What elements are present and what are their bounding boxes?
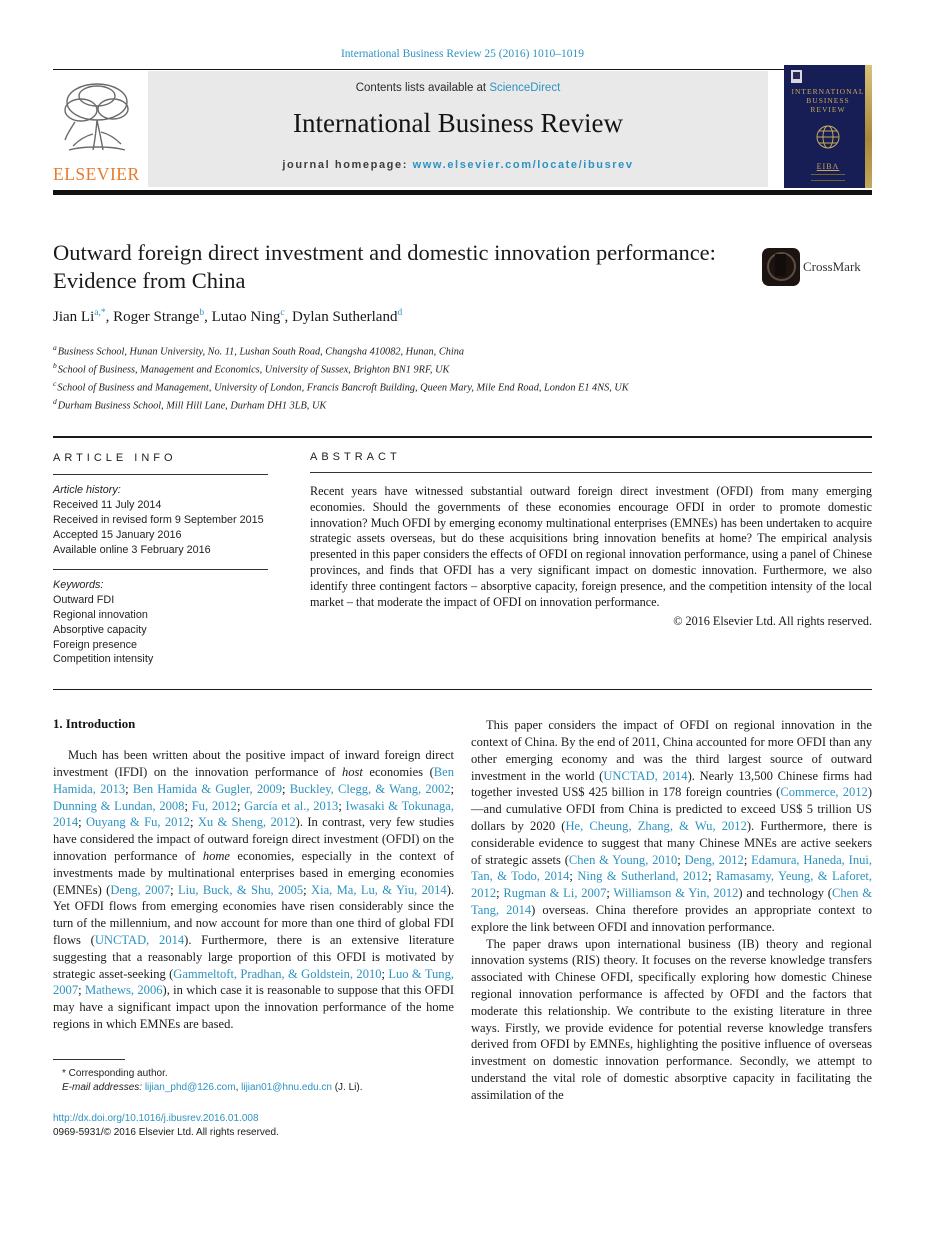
text-run: , Lutao Ning: [204, 309, 281, 325]
emphasis-text: E-mail addresses:: [62, 1081, 145, 1093]
cover-title-line: REVIEW: [810, 105, 846, 114]
affiliation-line: [53, 395, 872, 413]
journal-cover-thumbnail: [784, 65, 872, 188]
elsevier-logo: [53, 71, 148, 187]
text-run: ;: [450, 781, 454, 796]
affiliation-line: [53, 359, 872, 377]
article-info-column: [53, 451, 268, 668]
citation-link[interactable]: Ouyang & Fu, 2012: [85, 815, 190, 830]
citation-link[interactable]: Williamson & Yin, 2012: [613, 886, 739, 901]
keyword-item: Competition intensity: [53, 653, 154, 666]
affiliation-line: [53, 341, 872, 359]
citation-link[interactable]: Rugman & Li, 2007: [503, 886, 607, 901]
text-run: ;: [496, 886, 504, 901]
affiliation-sup: c: [53, 378, 57, 388]
crossmark-label: CrossMark: [803, 259, 861, 274]
body-columns: [53, 717, 872, 1141]
citation-link[interactable]: Commerce, 2012: [780, 785, 868, 800]
citation-link[interactable]: Iwasaki & Tokunaga, 2014: [53, 798, 455, 830]
homepage-line: [148, 159, 768, 171]
intro-paragraph: [53, 747, 454, 1033]
cover-gold-stripe: [865, 65, 872, 188]
emphasis-text: home: [202, 849, 230, 864]
contents-line: [148, 82, 768, 94]
citation-link[interactable]: Xu & Sheng, 2012: [197, 815, 296, 830]
affiliation-ref[interactable]: d: [397, 308, 403, 318]
citation-link[interactable]: He, Cheung, Zhang, & Wu, 2012: [565, 819, 747, 834]
info-abstract-section: [53, 436, 872, 691]
text-run: ;: [78, 815, 86, 830]
masthead-top-rule: [53, 69, 872, 70]
citation-link[interactable]: Mathews, 2006: [84, 983, 163, 998]
affiliation-text: School of Business, Management and Economics, University of Sussex, Brighton BN1 9RF, UK: [57, 364, 450, 376]
history-item: Accepted 15 January 2016: [53, 528, 182, 541]
text-run: ;: [78, 983, 85, 998]
history-item: Available online 3 February 2016: [53, 543, 211, 556]
title-row: [53, 239, 872, 295]
doi-block: [53, 1112, 454, 1141]
citation-link[interactable]: UNCTAD, 2014: [603, 768, 688, 783]
citation-link[interactable]: Chen & Young, 2010: [568, 852, 678, 867]
section-heading-introduction: 1. Introduction: [53, 717, 136, 732]
text-run: ) overseas. China therefore provides an appropriate context to explore the link between OFDI and innovation performance.: [471, 903, 872, 934]
history-item: Received in revised form 9 September 2015: [53, 514, 264, 527]
masthead-bottom-rule: [53, 190, 872, 195]
history-label: Article history:: [53, 484, 121, 497]
text-run: Much has been written about the positive impact of inward foreign direct investment (IFDI) on the innovation performance of: [53, 748, 454, 780]
cover-subline: [811, 174, 845, 181]
affiliation-sup: b: [53, 360, 57, 370]
text-run: , Dylan Sutherland: [284, 309, 398, 325]
affiliation-text: Business School, Hunan University, No. 11, Lushan South Road, Changsha 410082, Hunan, China: [57, 346, 465, 358]
text-run: ;: [184, 798, 192, 813]
text-run: ;: [381, 966, 389, 981]
citation-link[interactable]: Ramasamy, Yeung, & Laforet, 2012: [471, 869, 873, 901]
keyword-item: Absorptive capacity: [53, 623, 147, 636]
text-run: ;: [606, 886, 614, 901]
elsevier-tree-icon: [53, 76, 141, 164]
citation-link[interactable]: Buckley, Clegg, & Wang, 2002: [289, 781, 451, 796]
page-title: Outward foreign direct investment and domestic innovation performance: Evidence from China: [53, 240, 716, 293]
affiliation-text: Durham Business School, Mill Hill Lane, Durham DH1 3LB, UK: [57, 400, 327, 412]
email-addresses-line: [53, 1081, 454, 1095]
sciencedirect-link[interactable]: ScienceDirect: [489, 82, 561, 94]
citation-link[interactable]: García et al., 2013: [244, 798, 339, 813]
citation-link[interactable]: Dunning & Lundan, 2008: [53, 798, 185, 813]
text-run: ;: [190, 815, 198, 830]
text-run: ). Furthermore, there is an extensive literature suggesting that a reasonably large proportion of this OFDI is motivated by strategic asset-seeking (: [53, 933, 455, 981]
text-run: ;: [708, 869, 716, 884]
cover-title-line: INTERNATIONAL: [791, 87, 865, 96]
left-column: [53, 717, 454, 1141]
masthead-center: [148, 71, 768, 187]
keyword-item: Foreign presence: [53, 638, 138, 651]
text-run: economies, especially in the context of investments made by multinational enterprises based in emerging economies (EMNEs) (: [53, 849, 455, 897]
contents-prefix: Contents lists available at: [355, 82, 490, 94]
email-link[interactable]: lijian01@hnu.edu.cn: [241, 1081, 332, 1093]
keywords-label: Keywords:: [53, 579, 104, 592]
cover-title: [784, 87, 872, 114]
text-run: economies (: [362, 765, 434, 780]
citation-link[interactable]: Luo & Tung, 2007: [53, 966, 454, 998]
cover-mini-logo-icon: [791, 70, 802, 83]
crossmark-badge[interactable]: [762, 245, 872, 289]
citation-link[interactable]: Deng, 2007: [110, 882, 171, 897]
citation-link[interactable]: Gammeltoft, Pradhan, & Goldstein, 2010: [173, 966, 382, 981]
citation-link[interactable]: Ben Hamida, 2013: [53, 765, 454, 796]
text-run: ). Yet OFDI flows from emerging economies have risen considerably since the turn of the millennium, and now account for more than one third of global FDI flows (: [53, 882, 455, 948]
citation-link[interactable]: Chen & Tang, 2014: [471, 886, 872, 918]
right-column: [471, 717, 872, 1141]
abstract-column: [310, 451, 872, 668]
keyword-item: Regional innovation: [53, 609, 148, 622]
abstract-heading: ABSTRACT: [310, 451, 872, 473]
copyright-line: © 2016 Elsevier Ltd. All rights reserved.: [673, 613, 872, 628]
corresponding-author-note: * Corresponding author.: [62, 1067, 168, 1079]
citation-link[interactable]: Ning & Sutherland, 2012: [577, 869, 709, 884]
email-link[interactable]: lijian_phd@126.com: [144, 1081, 236, 1093]
text-run: ). Nearly 13,500 Chinese firms had together invested US$ 425 billion in 178 foreign countries (: [471, 768, 872, 800]
text-run: Jian Li: [53, 309, 95, 325]
text-run: ;: [303, 882, 312, 897]
journal-reference: International Business Review 25 (2016) 1010–1019: [340, 48, 585, 60]
masthead: [53, 71, 872, 187]
text-run: ;: [743, 852, 752, 867]
article-history: [53, 475, 268, 570]
elsevier-wordmark: ELSEVIER: [53, 164, 140, 184]
homepage-prefix: journal homepage:: [282, 159, 413, 171]
citation-link[interactable]: Fu, 2012: [191, 798, 237, 813]
text-run: ,: [235, 1081, 242, 1093]
text-run: ;: [281, 781, 290, 796]
footnote-rule: [53, 1059, 125, 1060]
footnote-block: [53, 1059, 454, 1141]
affiliation-ref[interactable]: c: [280, 308, 285, 318]
citation-link[interactable]: UNCTAD, 2014: [94, 933, 185, 948]
text-run: ;: [677, 852, 685, 867]
homepage-link[interactable]: www.elsevier.com/locate/ibusrev: [412, 159, 634, 171]
doi-link[interactable]: http://dx.doi.org/10.1016/j.ibusrev.2016.01.008: [53, 1112, 259, 1124]
history-item: Received 11 July 2014: [53, 499, 162, 512]
keywords: [53, 570, 268, 667]
affiliations: [53, 341, 872, 413]
authors-line: [53, 308, 872, 326]
text-run: This paper considers the impact of OFDI on regional innovation in the context of China. By the end of 2011, China accounted for more OFDI than any other emerging economy and was the third largest source of outward investment in the world (: [471, 718, 872, 783]
affiliation-sup: a: [53, 343, 57, 352]
keyword-item: Outward FDI: [53, 594, 115, 607]
text-run: ;: [338, 798, 346, 813]
text-run: ) and technology (: [738, 886, 832, 901]
journal-title: International Business Review: [293, 108, 623, 138]
text-run: ;: [569, 869, 578, 884]
text-run: (J. Li).: [331, 1081, 363, 1093]
citation-link[interactable]: Deng, 2012: [684, 852, 744, 867]
article-info-heading: ARTICLE INFO: [53, 451, 268, 476]
emphasis-text: host: [341, 765, 363, 780]
text-run: ). Furthermore, there is considerable evidence to suggest that many Chinese MNEs are active seekers of strategic assets (: [471, 819, 872, 867]
affiliation-ref[interactable]: a,*: [94, 308, 106, 318]
text-run: ), in which case it is reasonable to suppose that this OFDI may have a significant impact upon the innovation performance of the home regions in which EMNEs are based.: [53, 983, 454, 1031]
body-paragraph: The paper draws upon international business (IB) theory and regional innovation systems (RIS) theory. It focuses on the reverse knowledge transfers associated with Chinese OFDI, specifically exploring how domestic Chinese regional innovation performance is affected by OFDI and the factors that moderate this relationship. We contribute to the existing literature in three ways. Firstly, we provide evidence for potential reverse knowledge transfers derived from OFDI by EMNEs, highlighting the positive influence of overseas investment on domestic innovation performance. Secondly, we attempt to understand the vital role of domestic absorptive capacity in facilitating the assimilation of the: [471, 936, 872, 1102]
affiliation-sup: d: [53, 396, 57, 406]
citation-link[interactable]: Xia, Ma, Lu, & Yiu, 2014: [311, 882, 447, 897]
affiliation-line: [53, 377, 872, 395]
globe-icon: [813, 122, 843, 152]
affiliation-ref[interactable]: b: [199, 308, 205, 318]
text-run: ;: [236, 798, 245, 813]
text-run: ). In contrast, very few studies have considered the impact of outward foreign direct investment (OFDI) on the innovation performance of: [53, 815, 455, 864]
issn-copyright-line: 0969-5931/© 2016 Elsevier Ltd. All rights reserved.: [53, 1127, 279, 1139]
crossmark-icon: [762, 248, 800, 286]
citation-link[interactable]: Liu, Buck, & Shu, 2005: [177, 882, 304, 897]
citation-link[interactable]: Edamura, Haneda, Inui, Tan, & Todo, 2014: [471, 852, 872, 884]
text-run: ;: [170, 882, 178, 897]
text-run: , Roger Strange: [105, 309, 200, 325]
body-paragraph: [471, 717, 872, 935]
affiliation-text: School of Business and Management, University of London, Francis Bancroft Building, Queen Mary, Mile End Road, London E1 4NS, UK: [57, 382, 629, 394]
text-run: )—and cumulative OFDI from China is predicted to exceed US$ 5 trillion US dollars by 2020 (: [471, 785, 872, 834]
text-run: ;: [125, 781, 133, 796]
citation-link[interactable]: Ben Hamida & Gugler, 2009: [132, 781, 282, 796]
cover-title-line: BUSINESS: [806, 96, 850, 105]
cover-eiba-label: EIBA: [816, 162, 840, 171]
abstract-text: Recent years have witnessed substantial outward foreign direct investment (OFDI) from many emerging economies. Should the governments of these economies encourage OFDI in order to promote domestic innovation? Much OFDI by emerging economy multinational enterprises (EMNEs) has been undertaken to acquire strategic assets overseas, but do these acquisitions bring innovation benefits at home? The empirical analysis presented in this paper considers the effects of OFDI on regional innovation performance, using a panel of Chinese provinces, and finds that OFDI has a very significant impact on domestic innovation. Furthermore, we also identify three contingent factors – absorptive capacity, foreign presence, and the competition intensity of the local market – that moderate the impact of OFDI on innovation performance.: [310, 483, 872, 610]
